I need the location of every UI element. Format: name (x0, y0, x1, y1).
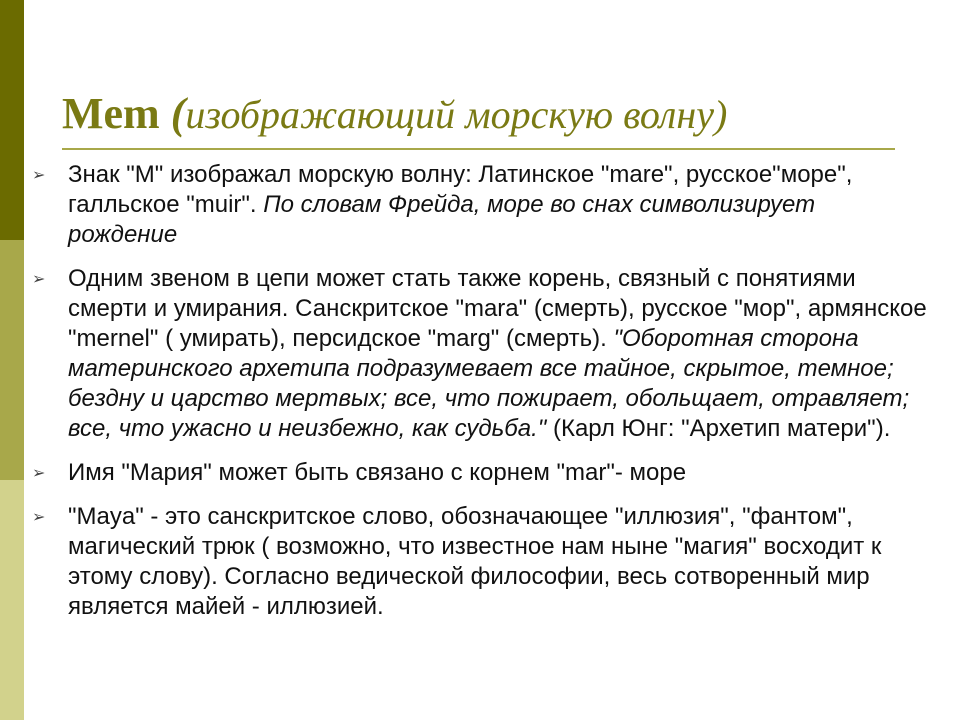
title-underline (62, 148, 895, 150)
title-paren: ( (170, 89, 186, 138)
bullet-item (28, 502, 928, 622)
bullet-list (28, 160, 928, 622)
bullet-text-regular: Имя "Мария" может быть связано с корнем "mar"- море (68, 459, 687, 486)
title-subtitle: изображающий морскую волну) (185, 92, 728, 137)
chevron-right-icon: ➢ (32, 463, 46, 482)
bullet-text (68, 503, 881, 620)
side-bar-light-segment (0, 480, 24, 720)
bullet-item (28, 160, 928, 250)
bullet-text (68, 161, 852, 248)
side-bar-dark-segment (0, 0, 24, 240)
bullet-text-regular: (Карл Юнг: "Архетип матери"). (546, 415, 891, 442)
bullet-text (68, 265, 927, 442)
bullet-text (68, 459, 686, 486)
side-bar-mid-segment (0, 240, 24, 480)
chevron-right-icon: ➢ (32, 507, 46, 526)
bullet-text-italic: По словам Фрейда, море во снах символизирует рождение (68, 191, 816, 248)
slide-title (62, 86, 862, 143)
bullet-text-regular: Знак "М" изображал морскую волну: Латинское "mare", русское"море", галльское "muir". (68, 161, 853, 218)
bullet-item (28, 264, 928, 444)
bullet-text-regular: "Maya" - это санскритское слово, обозначающее "иллюзия", "фантом", магический трюк ( возможно, что известное нам ныне "магия" восходит к этому слову). Согласно ведической философии, весь сотворенный мир является майей - иллюзией. (68, 503, 882, 620)
title-main: Mem (62, 89, 160, 138)
chevron-right-icon: ➢ (32, 269, 46, 288)
bullet-text-regular: Одним звеном в цепи может стать также корень, связный с понятиями смерти и умирания. Санскритское "mara" (смерть), русское "мор", армянское "mernel" ( умирать), персидское "marg" (смерть). (68, 265, 927, 352)
bullet-text-italic: "Оборотная сторона материнского архетипа подразумевает все тайное, скрытое, темное; бездну и царство мертвых; все, что пожирает, обольщает, отравляет; все, что ужасно и неизбежно, как судьба." (68, 325, 910, 442)
bullet-item (28, 458, 928, 488)
side-color-bar (0, 0, 24, 720)
chevron-right-icon: ➢ (32, 165, 46, 184)
